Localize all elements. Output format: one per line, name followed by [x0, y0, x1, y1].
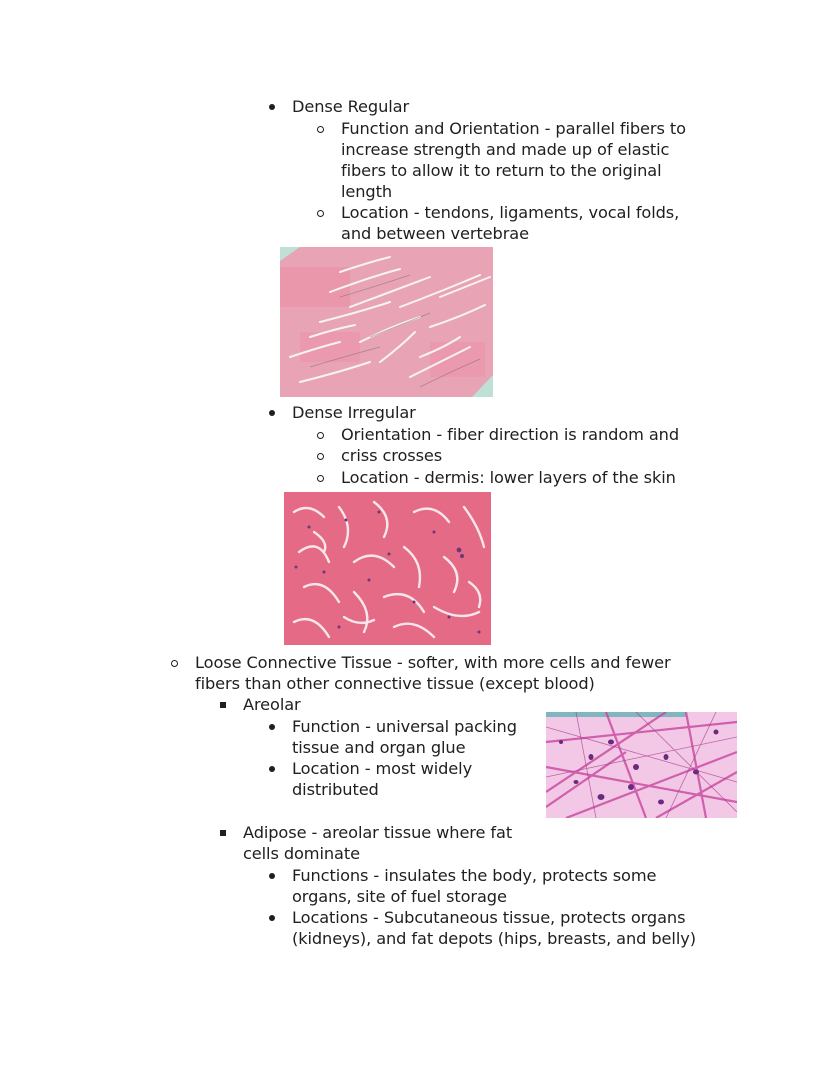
adipose-functions-line-2: organs, site of fuel storage [292, 887, 507, 906]
adipose-heading-line-2: cells dominate [243, 844, 360, 863]
bullet-circle-icon [317, 445, 324, 460]
bullet-disc-icon [269, 402, 275, 416]
adipose-locations-line-1: Locations - Subcutaneous tissue, protects organs [292, 908, 686, 927]
bullet-disc-icon [269, 96, 275, 110]
areolar-function-line-1: Function - universal packing [292, 717, 517, 736]
dense-regular-location-line-2: and between vertebrae [341, 224, 529, 243]
dense-regular-function-line-2: increase strength and made up of elastic [341, 140, 670, 159]
dense-regular-function-line-4: length [341, 182, 392, 201]
adipose-functions-line-1: Functions - insulates the body, protects some [292, 866, 657, 885]
dense-regular-function-line-1: Function and Orientation - parallel fibers to [341, 119, 686, 138]
dense-regular-heading: Dense Regular [292, 97, 410, 116]
dense-irregular-image [284, 492, 491, 645]
bullet-circle-icon [317, 424, 324, 439]
bullet-disc-icon [269, 758, 275, 772]
bullet-circle-icon [317, 202, 324, 217]
adipose-heading-line-1: Adipose - areolar tissue where fat [243, 823, 513, 842]
bullet-circle-icon [317, 118, 324, 133]
bullet-disc-icon [269, 865, 275, 879]
bullet-circle-icon [317, 467, 324, 482]
areolar-location-line-1: Location - most widely [292, 759, 473, 778]
dense-irregular-heading: Dense Irregular [292, 403, 416, 422]
dense-regular-location-line-1: Location - tendons, ligaments, vocal folds, [341, 203, 680, 222]
dense-irregular-item-2: criss crosses [341, 446, 443, 465]
areolar-function-line-2: tissue and organ glue [292, 738, 466, 757]
dense-regular-image [280, 247, 493, 397]
areolar-location-line-2: distributed [292, 780, 379, 799]
dense-irregular-item-1: Orientation - fiber direction is random and [341, 425, 679, 444]
dense-regular-function-line-3: fibers to allow it to return to the original [341, 161, 662, 180]
loose-connective-heading-line-2: fibers than other connective tissue (except blood) [195, 674, 595, 693]
areolar-heading: Areolar [243, 695, 301, 714]
bullet-square-icon [220, 694, 226, 708]
bullet-circle-icon [171, 652, 178, 667]
areolar-image [546, 712, 737, 818]
adipose-locations-line-2: (kidneys), and fat depots (hips, breasts, and belly) [292, 929, 696, 948]
loose-connective-heading-line-1: Loose Connective Tissue - softer, with more cells and fewer [195, 653, 671, 672]
dense-irregular-item-3: Location - dermis: lower layers of the skin [341, 468, 676, 487]
bullet-disc-icon [269, 716, 275, 730]
bullet-disc-icon [269, 907, 275, 921]
bullet-square-icon [220, 822, 226, 836]
